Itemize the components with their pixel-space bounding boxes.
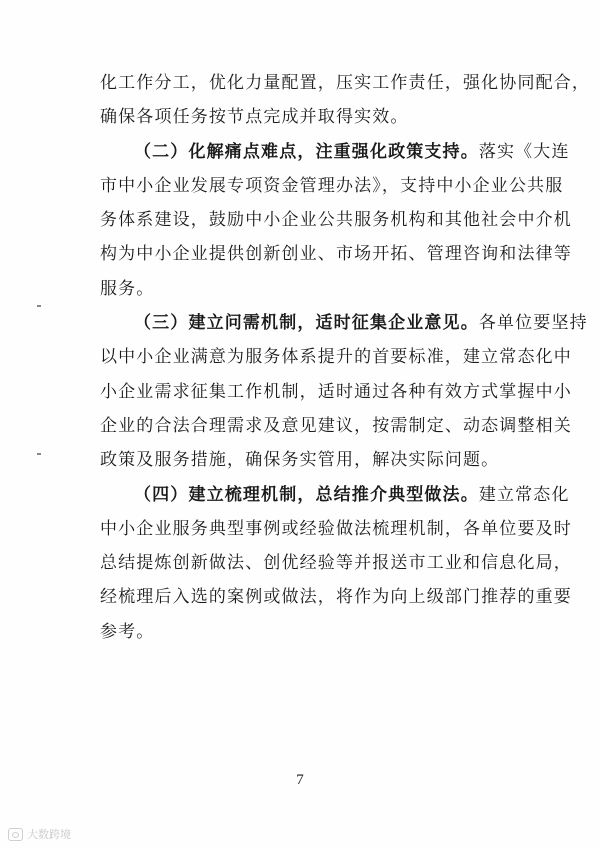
text-line: 企业的合法合理需求及意见建议，按需制定、动态调整相关 [100, 415, 572, 436]
section-3-first-rest: 各单位要坚持 [478, 313, 588, 334]
text-line: 确保各项任务按节点完成并取得实效。 [100, 107, 409, 128]
section-4-first-rest: 建立常态化 [478, 484, 570, 505]
text-line: 市中小企业发展专项资金管理办法》，支持中小企业公共服 [100, 175, 564, 196]
section-2-heading: （二）化解痛点难点，注重强化政策支持。 [134, 141, 479, 162]
text-line: 构为中小企业提供创新创业、市场开拓、管理咨询和法律等 [100, 244, 572, 265]
section-2-first-rest: 落实《大连 [478, 141, 570, 162]
section-3-heading: （三）建立问需机制，适时征集企业意见。 [134, 313, 479, 334]
body-text [100, 66, 591, 649]
section-2-first-line [100, 135, 570, 169]
text-line: 总结提炼创新做法、创优经验等并报送市工业和信息化局， [100, 553, 572, 574]
text-line: 务体系建设，鼓励中小企业公共服务机构和其他社会中介机 [100, 210, 572, 231]
binding-mark [37, 453, 41, 455]
section-4-first-line [100, 478, 570, 512]
brand-logo-icon [8, 828, 23, 841]
text-line: 参考。 [100, 621, 155, 642]
watermark [8, 826, 71, 842]
binding-mark [37, 305, 41, 307]
text-line: 化工作分工，优化力量配置，压实工作责任，强化协同配合， [100, 73, 591, 93]
text-line: 中小企业服务典型事例或经验做法梳理机制，各单位要及时 [100, 518, 572, 539]
text-line: 政策及服务措施，确保务实管用，解决实际问题。 [100, 450, 500, 471]
section-3-first-line [100, 306, 588, 340]
text-line: 服务。 [100, 278, 155, 299]
page-number: 7 [296, 772, 304, 788]
text-line: 以中小企业满意为服务体系提升的首要标准，建立常态化中 [100, 347, 572, 368]
text-line: 经梳理后入选的案例或做法，将作为向上级部门推荐的重要 [100, 587, 572, 608]
watermark-text: 大数跨境 [27, 828, 71, 841]
text-line: 小企业需求征集工作机制，适时通过各种有效方式掌握中小 [100, 381, 572, 402]
section-4-heading: （四）建立梳理机制，总结推介典型做法。 [134, 484, 479, 505]
